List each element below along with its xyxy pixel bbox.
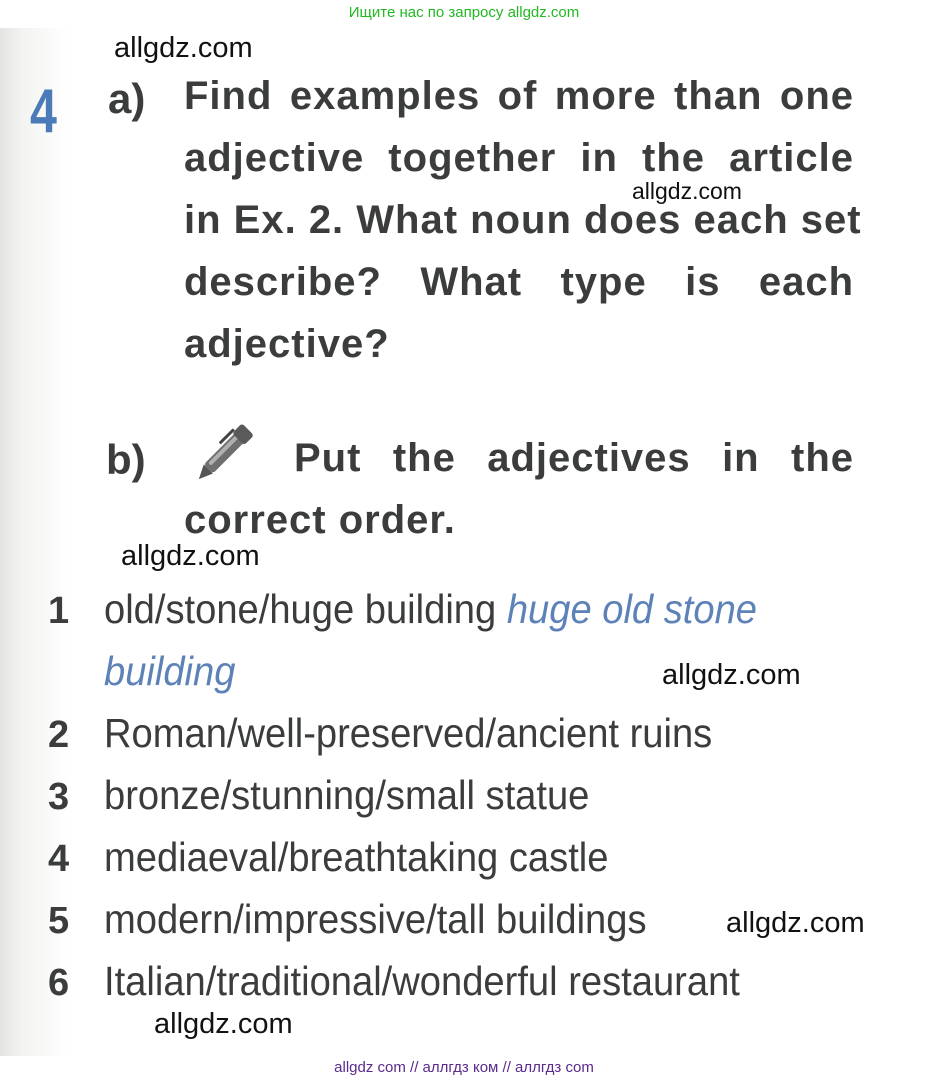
instruction-line: in Ex. 2. What noun does each set: [184, 198, 862, 242]
item-number: 3: [48, 776, 70, 818]
top-banner[interactable]: Ищите нас по запросу allgdz.com: [348, 4, 580, 21]
watermark: allgdz.com: [662, 659, 801, 691]
watermark: allgdz.com: [154, 1008, 293, 1040]
item-number: 1: [48, 590, 70, 632]
watermark: allgdz.com: [114, 32, 253, 64]
part-b-label: b): [106, 436, 146, 483]
list-item: [104, 586, 757, 633]
list-item: mediaeval/breathtaking castle: [104, 834, 609, 880]
item-number: 5: [48, 900, 70, 942]
instruction-line: correct order.: [184, 498, 456, 542]
item-number: 6: [48, 962, 70, 1004]
instruction-line: Find examples of more than one: [184, 74, 854, 118]
watermark: allgdz.com: [121, 540, 260, 572]
list-item: bronze/stunning/small statue: [104, 772, 590, 818]
item-text: old/stone/huge building: [104, 586, 497, 632]
watermark: allgdz.com: [632, 178, 742, 204]
watermark: allgdz.com: [726, 907, 865, 939]
list-item: Italian/traditional/wonderful restaurant: [104, 958, 740, 1004]
item-number: 4: [48, 838, 70, 880]
item-number: 2: [48, 714, 70, 756]
list-item: modern/impressive/tall buildings: [104, 896, 647, 942]
part-a-label: a): [108, 75, 146, 122]
item-answer: huge old stone: [506, 586, 758, 632]
pen-icon: [184, 414, 266, 492]
item-answer: building: [104, 648, 236, 694]
instruction-line: adjective?: [184, 322, 390, 366]
bottom-banner[interactable]: allgdz com // аллгдз ком // аллгдз com: [334, 1059, 594, 1076]
list-item: Roman/well-preserved/ancient ruins: [104, 710, 713, 756]
instruction-line: adjective together in the article: [184, 136, 854, 180]
instruction-line: Put the adjectives in the: [294, 436, 854, 480]
exercise-number: 4: [30, 77, 57, 146]
instruction-line: describe? What type is each: [184, 260, 854, 304]
